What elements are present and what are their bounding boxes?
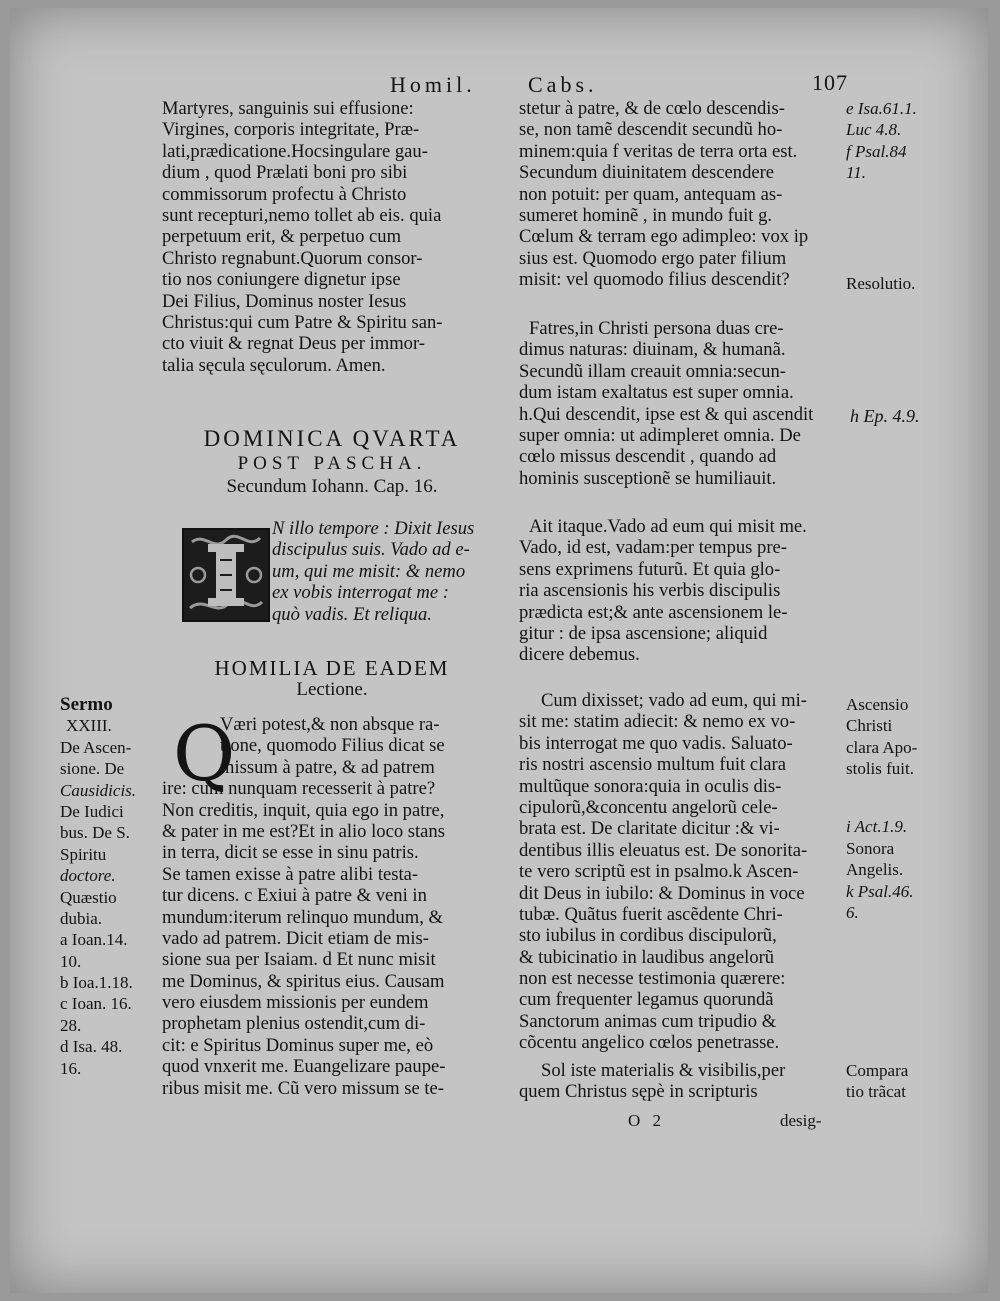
text-line: sumeret hominẽ , in mundo fuit g. (519, 204, 773, 226)
text-line: Secundũ illam creauit omnia:secun- (519, 360, 786, 382)
margin-heph: h Ep. 4.9. (850, 406, 920, 426)
right-column-a (519, 98, 849, 291)
text-line: ria ascensionis his verbis discipulis (519, 580, 781, 602)
text-line: dit Deus in iubilo: & Dominus in voce (519, 882, 805, 904)
text-line: commissorum profectu à Christo (162, 183, 407, 205)
text-line: sunt recepturi,nemo tollet ab eis. quia (162, 204, 442, 226)
left-margin-notes (60, 694, 160, 1079)
text-line: vado ad patrem. Dicit etiam de mis- (162, 927, 429, 949)
text-line: cit: e Spiritus Dominus super me, eò (162, 1034, 434, 1056)
right-column-d (519, 690, 849, 1054)
margin-resolutio: Resolutio. (846, 274, 916, 293)
text-line: Cum dixisset; vado ad eum, qui mi- (541, 690, 807, 711)
text-line: Non creditis, inquit, quia ego in patre, (162, 799, 445, 821)
text-line: tione, quomodo Filius dicat se (220, 735, 445, 757)
right-margin-top (846, 98, 976, 184)
text-line: Dei Filius, Dominus noster Iesus (162, 290, 407, 312)
margin-note: 10. (60, 951, 82, 971)
running-head-center: Cabs. (528, 72, 598, 97)
text-line: dium , quod Prælati boni pro sibi (162, 162, 408, 184)
text-line: cœlo missus descendit , quando ad (519, 446, 777, 468)
running-head-left: Homil. (390, 72, 476, 97)
margin-note: d Isa. 48. (60, 1037, 123, 1057)
text-line: talia sęcula sęculorum. Amen. (162, 354, 386, 376)
text-line: quod vnxerit me. Euangelizare paupe- (162, 1056, 446, 1078)
text-line: hominis susceptionẽ se humiliauit. (519, 467, 777, 489)
text-line: cto viuit & regnat Deus per immor- (162, 333, 425, 355)
text-line: non potuit: per quam, antequam as- (519, 183, 783, 205)
text-line: bis interrogat me quo vadis. Saluato- (519, 732, 793, 754)
margin-note: Sonora (846, 839, 895, 858)
text-line: Secundum diuinitatem descendere (519, 162, 775, 184)
margin-note: De Ascen- (60, 737, 132, 757)
margin-note: a Ioan.14. (60, 930, 128, 950)
text-line: Sanctorum animas cum tripudio & (519, 1010, 777, 1032)
text-line: & pater in me est?Et in alio loco stans (162, 820, 445, 842)
text-line: sione sua per Isaiam. d Et nunc misit (162, 949, 436, 971)
text-line: non est necesse testimonia quærere: (519, 968, 786, 990)
text-line: perpetuum erit, & perpetuo cum (162, 226, 402, 248)
text-line: discipulus suis. Vado ad e- (272, 539, 470, 561)
folio-number: 107 (812, 70, 848, 95)
text-line: Christus:qui cum Patre & Spiritu san- (162, 311, 443, 333)
text-line: sto iubilus in cordibus discipulorũ, (519, 925, 777, 947)
gospel-text (272, 518, 512, 625)
margin-note: Spiritu (60, 844, 107, 864)
text-line: tur dicens. c Exiui à patre & veni in (162, 885, 427, 907)
text-line: prædicta est;& ante ascensionem le- (519, 601, 788, 623)
text-line: Vado, id est, vadam:per tempus pre- (519, 537, 787, 559)
signature-mark: O 2 (628, 1111, 666, 1130)
margin-note: De Iudici (60, 801, 124, 821)
left-column-body (162, 709, 502, 1099)
text-line: te vero scriptũ est in psalmo.k Ascen- (519, 861, 799, 883)
text-line: dicere debemus. (519, 644, 640, 666)
margin-note: 28. (60, 1015, 82, 1035)
margin-note: Compara (846, 1061, 909, 1080)
text-line: Virgines, corporis integritate, Præ- (162, 119, 420, 141)
margin-note: bus. De S. (60, 823, 130, 843)
margin-note: clara Apo- (846, 737, 918, 757)
margin-ascensio (846, 694, 976, 780)
text-line: vero eiusdem missionis per eundem (162, 992, 429, 1014)
margin-note: Causidicis. (60, 780, 137, 800)
text-line: in terra, dicit se esse in sinu patris. (162, 842, 419, 864)
text-line: super omnia: ut adimpleret omnia. De (519, 424, 801, 446)
text-line: tubæ. Quãtus fuerit ascẽdente Chri- (519, 903, 783, 925)
text-line: misit: vel quomodo filius descendit? (519, 269, 790, 291)
margin-note: doctore. (60, 866, 116, 886)
text-line: missum à patre, & ad patrem (220, 756, 435, 778)
section-subtitle: POST PASCHA. (237, 453, 427, 474)
text-line: um, qui me misit: & nemo (272, 560, 466, 582)
gospel-reference: Secundum Iohann. Cap. 16. (226, 476, 438, 497)
margin-compara (846, 1060, 976, 1103)
text-line: mundum:iterum relinquo mundum, & (162, 906, 443, 928)
text-line: Sol iste materialis & visibilis,per (541, 1060, 786, 1081)
text-line: lati,prædicatione.Hocsingulare gau- (162, 140, 428, 162)
margin-note: f Psal.84 (846, 141, 907, 161)
margin-note: Christi (846, 716, 893, 736)
text-line: gitur : de ipsa ascensione; aliquid (519, 622, 768, 644)
text-line: stetur à patre, & de cœlo descendis- (519, 98, 785, 119)
margin-note: c Ioan. 16. (60, 994, 132, 1014)
text-line: & tubicinatio in laudibus angelorũ (519, 946, 775, 968)
text-line: cipulorũ,&concentu angelorũ cele- (519, 796, 778, 818)
text-line: ex vobis interrogat me : (272, 582, 449, 604)
margin-note: e Isa.61.1. (846, 99, 917, 118)
right-column-b (519, 318, 849, 489)
text-line: Ait itaque.Vado ad eum qui misit me. (529, 516, 807, 537)
margin-note: sione. De (60, 759, 125, 779)
text-line: multũque sonora:quia in oculis dis- (519, 775, 782, 797)
margin-note: XXIII. (66, 716, 112, 736)
text-line: h.Qui descendit, ipse est & qui ascendit (519, 403, 814, 425)
text-line: tio nos coniungere dignetur ipse (162, 269, 401, 291)
text-line: minem:quia f veritas de terra orta est. (519, 140, 798, 162)
ornament-icon (184, 530, 268, 620)
text-line: Christo regnabunt.Quorum consor- (162, 247, 423, 269)
margin-note: Angelis. (846, 860, 904, 880)
text-line: sens exprimens futurũ. Et quia glo- (519, 558, 781, 580)
text-line: Martyres, sanguinis sui effusione: (162, 98, 414, 119)
text-line: prophetam plenius ostendit,cum di- (162, 1013, 426, 1035)
margin-note: 16. (60, 1058, 82, 1078)
margin-psal (846, 881, 976, 924)
homily-subtitle: Lectione. (296, 679, 368, 700)
margin-note: Ascensio (846, 695, 909, 714)
text-line: cum frequenter legamus quorundã (519, 989, 774, 1011)
initial-letter-q: Q (173, 709, 236, 798)
homily-title: HOMILIA DE EADEM (214, 656, 450, 680)
text-line: brata est. De claritate dicitur :& vi- (519, 818, 780, 840)
text-line: dimus naturas: diuinam, & humanã. (519, 339, 786, 361)
book-page (10, 8, 988, 1293)
left-column-top (162, 98, 502, 376)
margin-note: Luc 4.8. (846, 120, 902, 140)
right-column-c (519, 516, 849, 666)
decorated-initial-i (182, 528, 270, 622)
text-line: Fatres,in Christi persona duas cre- (529, 318, 784, 339)
text-line: dentibus illis eleuatus est. De sonorita- (519, 839, 808, 861)
text-line: cõcentu angelico cœlos penetrasse. (519, 1032, 780, 1054)
text-line: Væri potest,& non absque ra- (220, 714, 440, 735)
margin-note: k Psal.46. (846, 882, 914, 901)
text-line: quem Christus sępè in scripturis (519, 1081, 758, 1103)
margin-act: i Act.1.9. (846, 817, 908, 836)
text-line: sius est. Quomodo ergo pater filium (519, 247, 787, 269)
margin-note: b Ioa.1.18. (60, 973, 133, 993)
margin-sonora (846, 838, 976, 881)
text-line: dum istam exaltatus est super omnia. (519, 382, 794, 404)
margin-note: Quæstio (60, 887, 117, 907)
text-line: se, non tamẽ descendit secundũ ho- (519, 119, 783, 141)
margin-note: 11. (846, 163, 866, 183)
margin-note: tio trãcat (846, 1082, 906, 1102)
text-line: sit me: statim adiecit: & nemo ex vo- (519, 711, 796, 733)
text-line: quò vadis. Et reliqua. (272, 603, 432, 625)
margin-note: dubia. (60, 908, 103, 928)
text-line: Se tamen exisse à patre alibi testa- (162, 863, 419, 885)
text-line: ire: cum nunquam recesserit à patre? (162, 778, 436, 800)
section-title: DOMINICA QVARTA (203, 426, 461, 451)
text-line: ris nostri ascensio multum fuit clara (519, 754, 786, 776)
margin-note: Sermo (60, 694, 113, 715)
margin-note: stolis fuit. (846, 759, 915, 779)
text-line: ribus misit me. Cũ vero missum se te- (162, 1077, 444, 1099)
margin-note: 6. (846, 903, 859, 923)
catchword: desig- (780, 1111, 822, 1130)
text-line: N illo tempore : Dixit Iesus (272, 518, 475, 539)
text-line: Cœlum & terram ego adimpleo: vox ip (519, 226, 809, 248)
text-line: me Dominus, & spiritus eius. Causam (162, 970, 445, 992)
right-column-e (519, 1060, 849, 1103)
